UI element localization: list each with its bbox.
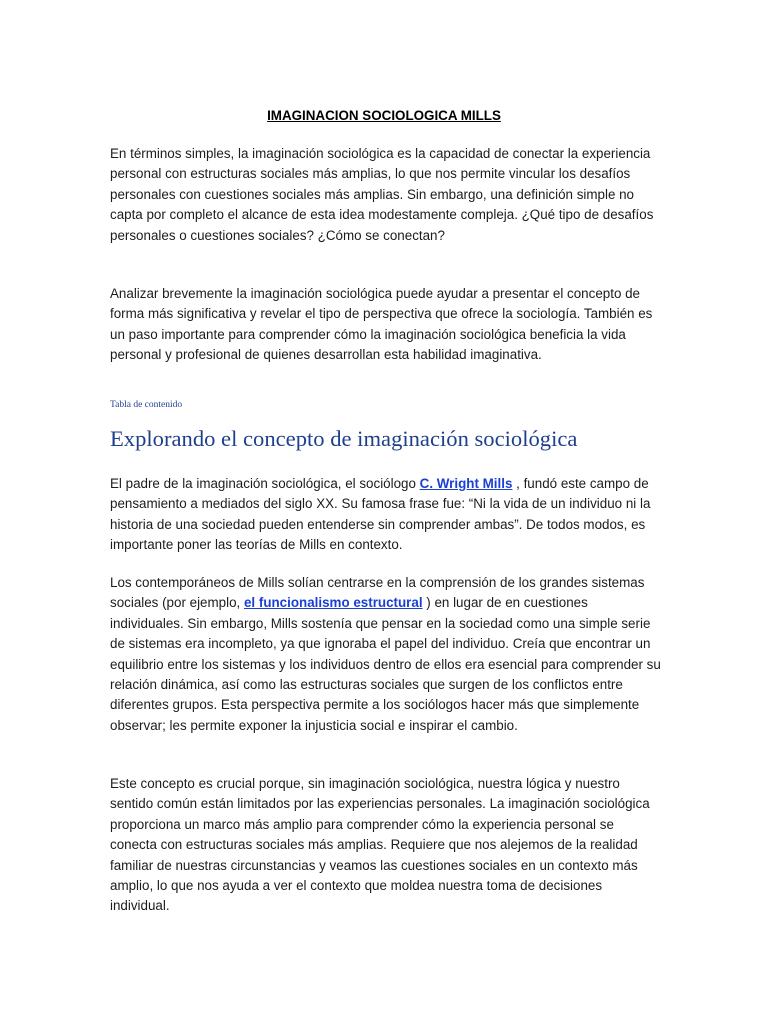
- c-wright-mills-link[interactable]: C. Wright Mills: [419, 476, 513, 491]
- paragraph-text: Los contemporáneos de Mills solían centrarse en la comprensión de los grandes sistemas sociales (por ejemplo,: [110, 575, 645, 611]
- section-paragraph-1: [110, 474, 662, 556]
- section-paragraph-3: Este concepto es crucial porque, sin imaginación sociológica, nuestra lógica y nuestro sentido común están limitados por las experiencias personales. La imaginación sociológica proporciona un marco más amplio para comprender cómo la experiencia personal se conecta con estructuras sociales más amplias. Requiere que nos alejemos de la realidad familiar de nuestras circunstancias y veamos las cuestiones sociales en un contexto más amplio, lo que nos ayuda a ver el contexto que moldea nuestra toma de decisiones individual.: [110, 776, 650, 914]
- intro-paragraph-1: En términos simples, la imaginación sociológica es la capacidad de conectar la experiencia personal con estructuras sociales más amplias, lo que nos permite vincular los desafíos personales con cuestiones sociales más amplias. Sin embargo, una definición simple no capta por completo el alcance de esta idea modestamente compleja. ¿Qué tipo de desafíos personales o cuestiones sociales? ¿Cómo se conectan?: [110, 146, 654, 243]
- paragraph-text: , fundó este campo de pensamiento a mediados del siglo XX. Su famosa frase fue: “Ni la vida de un individuo ni la historia de una sociedad pueden entenderse sin comprender ambas”. De todos modos, es importante poner las teorías de Mills en contexto.: [110, 476, 651, 553]
- section-paragraph-2: [110, 573, 662, 736]
- paragraph-text: El padre de la imaginación sociológica, el sociólogo: [110, 476, 420, 491]
- section-heading: Explorando el concepto de imaginación sociológica: [110, 426, 578, 451]
- intro-paragraph-2: Analizar brevemente la imaginación sociológica puede ayudar a presentar el concepto de forma más significativa y revelar el tipo de perspectiva que ofrece la sociología. También es un paso importante para comprender cómo la imaginación sociológica beneficia la vida personal y profesional de quienes desarrollan esta habilidad imaginativa.: [110, 286, 653, 363]
- document-title: IMAGINACION SOCIOLOGICA MILLS: [267, 108, 501, 123]
- table-of-contents-link[interactable]: Tabla de contenido: [110, 400, 183, 410]
- funcionalismo-estructural-link[interactable]: el funcionalismo estructural: [243, 595, 423, 611]
- paragraph-text: ) en lugar de en cuestiones individuales. Sin embargo, Mills sostenía que pensar en la sociedad como una simple serie de sistemas era incompleto, ya que ignoraba el papel del individuo. Creía que encontrar un equilibrio entre los sistemas y los individuos dentro de ellos era esencial para comprender su relación dinámica, así como las estructuras sociales que surgen de los conflictos entre diferentes grupos. Esta perspectiva permite a los sociólogos hacer más que simplemente observar; les permite exponer la injusticia social e inspirar el cambio.: [110, 595, 661, 733]
